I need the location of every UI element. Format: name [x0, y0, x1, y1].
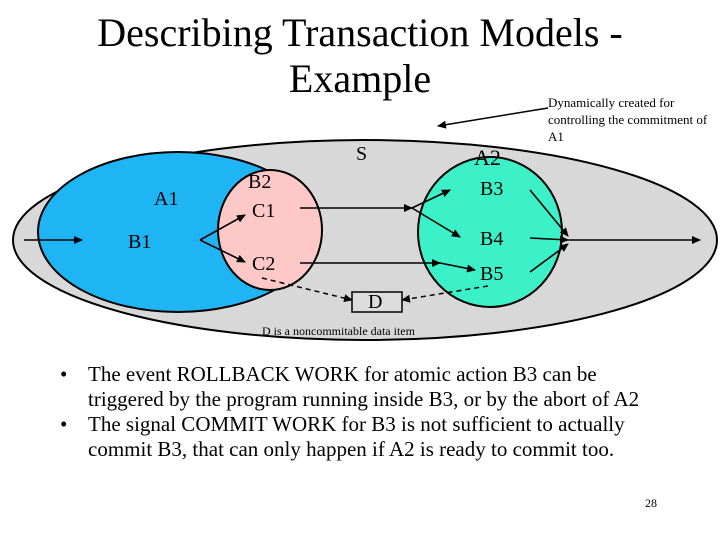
label-C1: C1 — [252, 200, 276, 222]
label-S: S — [356, 143, 368, 165]
bullet-item — [60, 412, 660, 462]
bullet-list — [60, 362, 660, 462]
label-B3: B3 — [480, 178, 504, 200]
slide-title: Describing Transaction Models - Example — [97, 10, 623, 101]
bullet-marker: • — [60, 362, 68, 386]
label-B2: B2 — [248, 171, 272, 193]
annotation-arrow — [438, 108, 548, 126]
label-B1: B1 — [128, 231, 152, 253]
label-C2: C2 — [252, 253, 276, 275]
label-D: D — [368, 291, 383, 313]
page-number: 28 — [645, 496, 657, 510]
bullet-item — [60, 362, 660, 412]
label-D-note: D is a noncommitable data item — [262, 324, 415, 338]
annotation-text: Dynamically created for controlling the commitment of A1 — [548, 95, 708, 144]
label-A2: A2 — [474, 145, 501, 170]
label-B5: B5 — [480, 263, 504, 285]
label-A1: A1 — [154, 188, 179, 210]
bullet-marker: • — [60, 412, 68, 436]
bullet-text: The signal COMMIT WORK for B3 is not sufficient to actually commit B3, that can only happen if A2 is ready to commit too. — [88, 412, 625, 461]
bullet-text: The event ROLLBACK WORK for atomic action B3 can be triggered by the program running inside B3, or by the abort of A2 — [88, 362, 640, 411]
label-B4: B4 — [480, 228, 504, 250]
